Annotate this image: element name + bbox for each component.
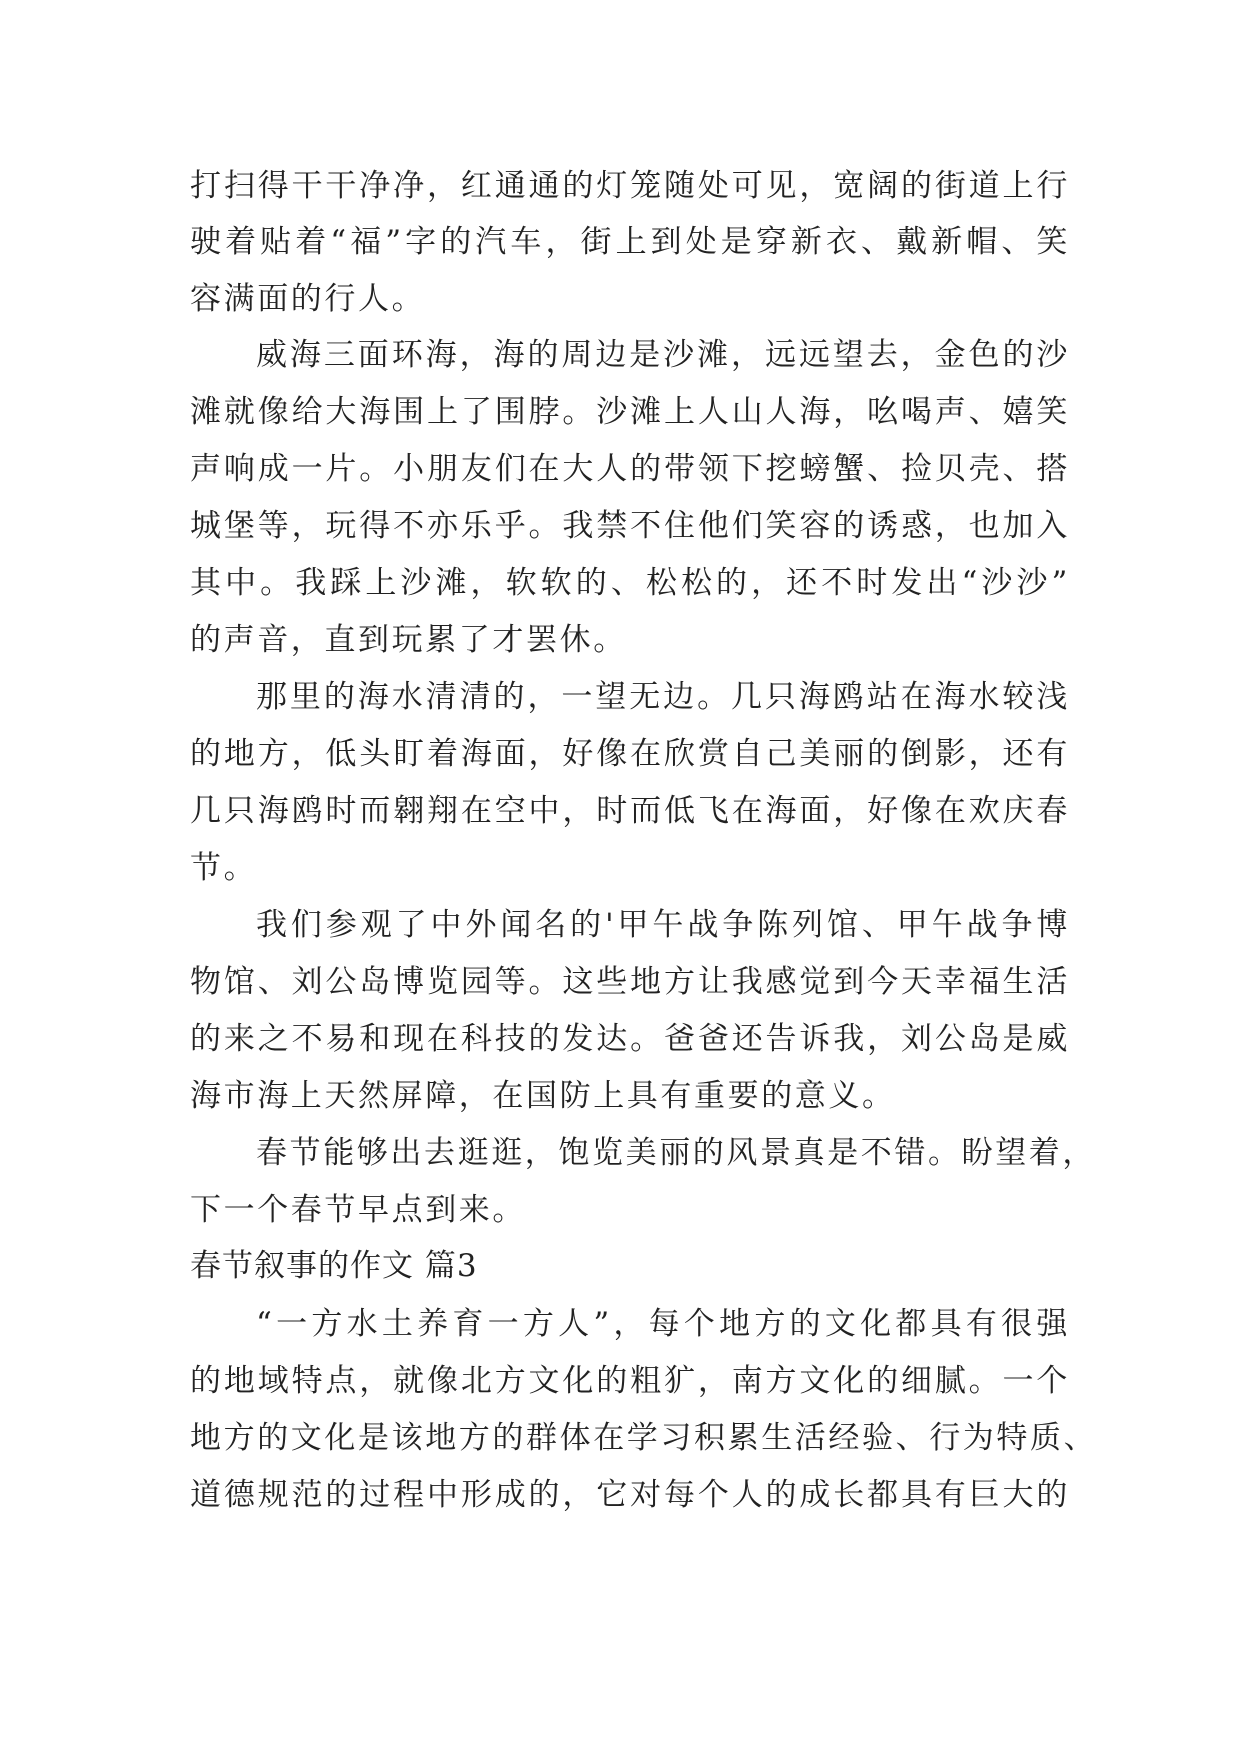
text-line: 下一个春节早点到来。 [190, 1192, 526, 1228]
paragraph-first-line: “一方水土养育一方人”，每个地方的文化都具有很强 [256, 1306, 1070, 1342]
paragraph-first-line: 那里的海水清清的，一望无边。几只海鸥站在海水较浅 [256, 679, 1070, 715]
paragraph-first-line: 我们参观了中外闻名的'甲午战争陈列馆、甲午战争博 [256, 907, 1070, 943]
text-line: 驶着贴着“福”字的汽车，街上到处是穿新衣、戴新帽、笑 [190, 224, 1070, 260]
text-line: 地方的文化是该地方的群体在学习积累生活经验、行为特质、 [190, 1420, 1098, 1456]
text-line: 的来之不易和现在科技的发达。爸爸还告诉我，刘公岛是威 [190, 1021, 1070, 1057]
text-line: 城堡等，玩得不亦乐乎。我禁不住他们笑容的诱惑，也加入 [190, 508, 1070, 544]
text-line: 物馆、刘公岛博览园等。这些地方让我感觉到今天幸福生活 [190, 964, 1070, 1000]
paragraph-first-line: 威海三面环海，海的周边是沙滩，远远望去，金色的沙 [256, 337, 1070, 373]
paragraph-first-line: 春节能够出去逛逛，饱览美丽的风景真是不错。盼望着， [256, 1135, 1096, 1171]
text-line: 的声音，直到玩累了才罢休。 [190, 622, 627, 658]
text-line: 几只海鸥时而翱翔在空中，时而低飞在海面，好像在欢庆春 [190, 793, 1070, 829]
text-line: 滩就像给大海围上了围脖。沙滩上人山人海，吆喝声、嬉笑 [190, 394, 1070, 430]
text-line: 声响成一片。小朋友们在大人的带领下挖螃蟹、捡贝壳、搭 [190, 451, 1070, 487]
text-line: 海市海上天然屏障，在国防上具有重要的意义。 [190, 1078, 896, 1114]
text-line: 道德规范的过程中形成的，它对每个人的成长都具有巨大的 [190, 1477, 1070, 1513]
section-heading: 春节叙事的作文 篇3 [190, 1248, 478, 1284]
text-line: 的地域特点，就像北方文化的粗犷，南方文化的细腻。一个 [190, 1363, 1070, 1399]
text-line: 打扫得干干净净，红通通的灯笼随处可见，宽阔的街道上行 [190, 168, 1070, 204]
text-line: 容满面的行人。 [190, 281, 426, 317]
text-line: 节。 [190, 850, 258, 886]
text-line: 其中。我踩上沙滩，软软的、松松的，还不时发出“沙沙” [190, 565, 1070, 601]
text-line: 的地方，低头盯着海面，好像在欣赏自己美丽的倒影，还有 [190, 736, 1070, 772]
